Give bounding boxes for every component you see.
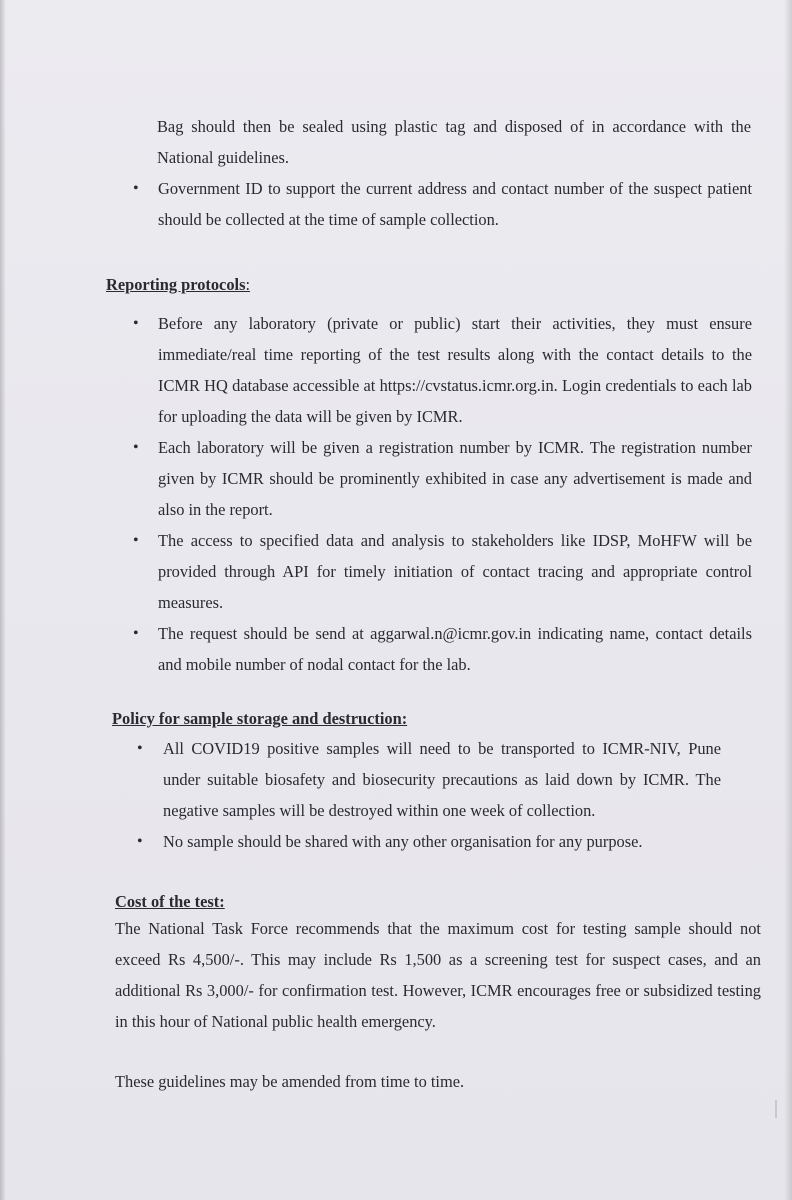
reporting-protocols-heading: [106, 273, 250, 297]
bullet-icon: •: [133, 625, 139, 642]
list-item-text: Before any laboratory (private or public) start their activities, they must ensure immediate/real time reporting of the test results along with the contact details to the ICMR HQ database accessible at https://cvstatus.icmr.org.in. Login credentials to each lab for uploading the data will be given by ICMR.: [158, 314, 752, 426]
bullet-icon: •: [133, 439, 139, 456]
cost-heading: Cost of the test:: [115, 892, 225, 911]
policy-heading: Policy for sample storage and destruction:: [112, 709, 408, 728]
bullet-icon: •: [133, 180, 139, 197]
cost-paragraph: The National Task Force recommends that the maximum cost for testing sample should not exceed Rs 4,500/-. This may include Rs 1,500 as a screening test for suspect cases, and an additional Rs 3,000/- for confirmation test. However, ICMR encourages free or subsidized testing in this hour of National public health emergency.: [115, 919, 761, 1031]
bullet-icon: •: [133, 532, 139, 549]
bullet-icon: •: [137, 833, 143, 850]
list-item-text: The access to specified data and analysis to stakeholders like IDSP, MoHFW will be provided through API for timely initiation of contact tracing and appropriate control measures.: [158, 531, 752, 612]
list-item-text: Government ID to support the current address and contact number of the suspect patient should be collected at the time of sample collection.: [158, 179, 752, 229]
closing-note: These guidelines may be amended from time to time.: [115, 1072, 465, 1091]
heading-suffix: :: [245, 275, 251, 294]
list-item: [133, 308, 752, 432]
list-item-text: No sample should be shared with any other organisation for any purpose.: [163, 832, 643, 851]
list-item: [133, 432, 752, 525]
list-item: [133, 525, 752, 618]
bullet-icon: •: [133, 315, 139, 332]
list-item-text: The request should be send at aggarwal.n@icmr.gov.in indicating name, contact details and mobile number of nodal contact for the lab.: [158, 624, 752, 674]
list-item: [137, 826, 721, 857]
paper-crease-mark: [775, 1100, 777, 1118]
reporting-bullet-list: [133, 308, 752, 680]
list-item: [133, 618, 752, 680]
intro-bullet-list: [133, 173, 752, 235]
list-item: [137, 733, 721, 826]
heading-text: Reporting protocols: [106, 275, 246, 294]
continuation-paragraph: Bag should then be sealed using plastic tag and disposed of in accordance with the National guidelines.: [157, 117, 751, 167]
list-item-text: All COVID19 positive samples will need to be transported to ICMR-NIV, Pune under suitable biosafety and biosecurity precautions as laid down by ICMR. The negative samples will be destroyed within one week of collection.: [163, 739, 721, 820]
list-item-text: Each laboratory will be given a registration number by ICMR. The registration number given by ICMR should be prominently exhibited in case any advertisement is made and also in the report.: [158, 438, 752, 519]
bullet-icon: •: [137, 740, 143, 757]
policy-bullet-list: [137, 733, 721, 857]
list-item: [133, 173, 752, 235]
